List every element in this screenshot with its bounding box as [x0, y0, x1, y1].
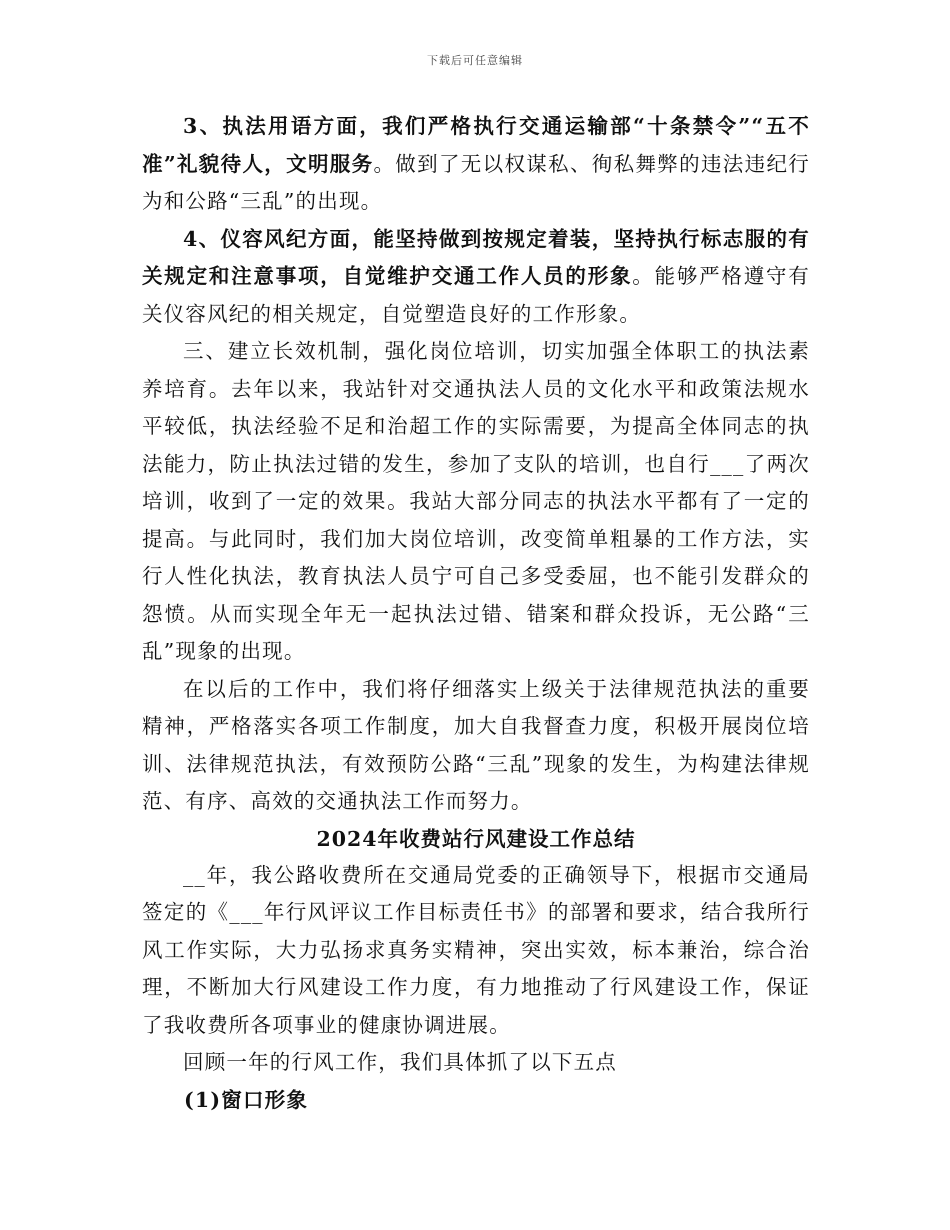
paragraph-text: 三、建立长效机制，强化岗位培训，切实加强全体职工的执法素养培育。去年以来，我站针对交通执法人员的文化水平和政策法规水平较低，执法经验不足和治超工作的实际需要，为提高全体同志的执法能力，防止执法过错的发生，参加了支队的培训，也自行___了两次培训，收到了一定的效果。我站大部分同志的执法水平都有了一定的提高。与此同时，我们加大岗位培训，改变简单粗暴的工作方法，实行人性化执法，教育执法人员宁可自己多受委屈，也不能引发群众的怨愤。从而实现全年无一起执法过错、错案和群众投诉，无公路“三乱”现象的出现。: [142, 339, 810, 663]
paragraph-text: 在以后的工作中，我们将仔细落实上级关于法律规范执法的重要精神，严格落实各项工作制度，加大自我督查力度，积极开展岗位培训、法律规范执法，有效预防公路“三乱”现象的发生，为构建法律规范、有序、高效的交通执法工作而努力。: [142, 676, 810, 813]
subheading-window-image: (1)窗口形象: [184, 1087, 309, 1112]
paragraph-text: 。做到了无以权谋私、徇私舞弊的违法违纪行为和公路“三乱”的出现。: [142, 151, 811, 213]
paragraph-bold-lead: 3、执法用语方面，我们严格执行交通运输部“十条禁令”“五不准”礼貌待人，文明服务: [142, 114, 810, 176]
page-header: 下载后可任意编辑: [427, 54, 523, 67]
paragraph-bold-lead: 4、仪容风纪方面，能坚持做到按规定着装，坚持执行标志服的有关规定和注意事项，自觉维护交通工作人员的形象: [142, 226, 810, 288]
section-title: 2024年收费站行风建设工作总结: [316, 826, 636, 851]
paragraph-training: [142, 333, 810, 671]
paragraph-review: 回顾一年的行风工作，我们具体抓了以下五点: [183, 1050, 617, 1074]
paragraph-text: 。能够严格遵守有关仪容风纪的相关规定，自觉塑造良好的工作形象。: [142, 264, 810, 326]
paragraph-appearance-discipline: [142, 221, 810, 334]
paragraph-future-work: [142, 671, 810, 821]
paragraph-enforcement-language: [142, 108, 810, 221]
document-body: [142, 108, 810, 1118]
paragraph-intro: __年，我公路收费所在交通局党委的正确领导下，根据市交通局签定的《___年行风评议工作目标责任书》的部署和要求，结合我所行风工作实际，大力弘扬求真务实精神，突出实效，标本兼治，综合治理，不断加大行风建设工作力度，有力地推动了行风建设工作，保证了我收费所各项事业的健康协调进展。: [142, 862, 810, 1037]
